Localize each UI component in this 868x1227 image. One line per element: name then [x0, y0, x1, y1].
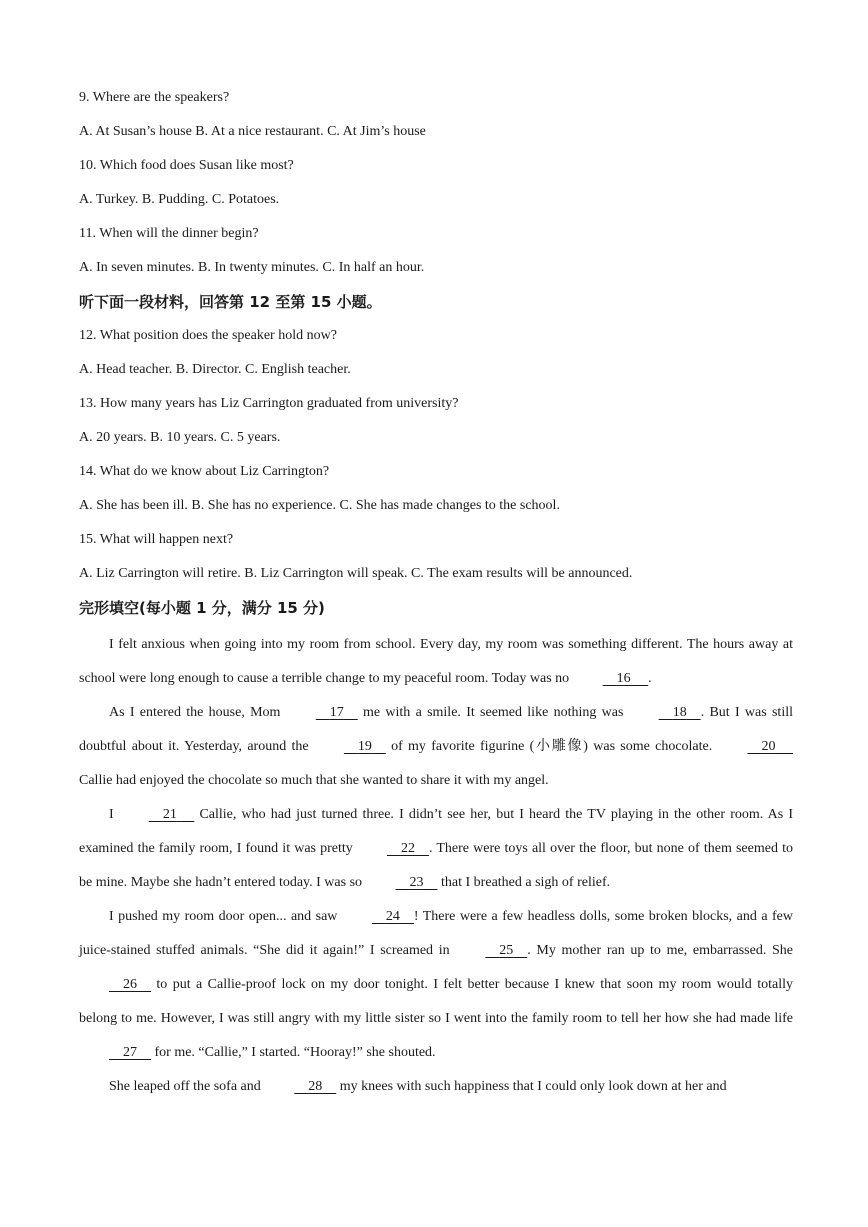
blank-number: 25 [499, 943, 514, 958]
question-14: 14. What do we know about Liz Carrington? [79, 464, 330, 479]
blank-27 [79, 1036, 151, 1070]
blank-number: 26 [123, 977, 137, 992]
cloze-text: I felt anxious when going into my room from school. Every day, my room was something different. The hours away at school were long enough to cause a terrible change to my peaceful room. Today was no [79, 637, 793, 686]
blank-number: 18 [672, 705, 687, 720]
cloze-text: to put a Callie-proof lock on my door tonight. I felt better because I knew that soon my room would totally belong to me. However, I was still angry with my little sister so I went into the family room to tell her how she had made life [79, 977, 793, 1026]
question-11: 11. When will the dinner begin? [79, 226, 259, 241]
cloze-text: She leaped off the sofa and [109, 1079, 265, 1094]
question-13: 13. How many years has Liz Carrington graduated from university? [79, 396, 459, 411]
options-14: A. She has been ill. B. She has no experience. C. She has made changes to the school. [79, 498, 560, 513]
cloze-text: I pushed my room door open... and saw [109, 909, 342, 924]
blank-26 [79, 968, 151, 1002]
blank-number: 28 [308, 1079, 323, 1094]
cloze-text: Callie had enjoyed the chocolate so much that she wanted to share it with my angel. [79, 773, 549, 788]
cloze-text: I [109, 807, 119, 822]
cloze-text: that I breathed a sigh of relief. [437, 875, 611, 890]
blank-17 [286, 696, 358, 730]
question-12: 12. What position does the speaker hold now? [79, 328, 337, 343]
cloze-text: for me. “Callie,” I started. “Hooray!” she shouted. [151, 1045, 436, 1060]
cloze-text: of my favorite figurine (小雕像) was some chocolate. [385, 739, 718, 754]
cloze-paragraph-4 [79, 900, 793, 1070]
blank-number: 27 [123, 1045, 137, 1060]
blank-number: 24 [385, 909, 400, 924]
blank-number: 22 [400, 841, 415, 856]
blank-25 [455, 934, 527, 968]
options-11: A. In seven minutes. B. In twenty minutes. C. In half an hour. [79, 260, 425, 275]
cloze-text: me with a smile. It seemed like nothing was [357, 705, 629, 720]
cloze-paragraph-5 [79, 1070, 793, 1104]
blank-21 [119, 798, 195, 832]
options-13: A. 20 years. B. 10 years. C. 5 years. [79, 430, 281, 445]
cloze-text: Callie, who had just turned three. I didn’t see her, but I heard the TV playing in the other room. As I examined the family room, I found it was pretty [79, 807, 793, 856]
blank-24 [342, 900, 414, 934]
cloze-text: . My mother ran up to me, embarrassed. She [527, 943, 793, 958]
cloze-paragraph-1 [79, 628, 793, 696]
blank-number: 23 [409, 875, 424, 890]
options-9: A. At Susan’s house B. At a nice restaurant. C. At Jim’s house [79, 124, 426, 139]
cloze-text: my knees with such happiness that I could only look down at her and [336, 1079, 727, 1094]
blank-20 [718, 730, 794, 764]
cloze-text: . [648, 671, 652, 686]
cloze-text: ! There were a few headless dolls, some broken blocks, and a few juice-stained stuffed animals. “She did it again!” I screamed in [79, 909, 793, 958]
cloze-text: . There were toys all over the floor, but none of them seemed to be mine. Maybe she hadn’t entered today. I was so [79, 841, 793, 890]
blank-number: 21 [162, 807, 177, 822]
cloze-paragraph-2 [79, 696, 793, 798]
cloze-paragraph-3 [79, 798, 793, 900]
blank-number: 19 [357, 739, 372, 754]
blank-number: 17 [329, 705, 344, 720]
section-cloze-heading: 完形填空(每小题 1 分，满分 15 分) [79, 599, 325, 617]
document-page [79, 84, 793, 1104]
section-listen-heading: 听下面一段材料，回答第 12 至第 15 小题。 [79, 293, 382, 311]
blank-18 [629, 696, 701, 730]
blank-22 [357, 832, 429, 866]
blank-number: 16 [616, 671, 631, 686]
options-15: A. Liz Carrington will retire. B. Liz Carrington will speak. C. The exam results will be announced. [79, 566, 633, 581]
options-12: A. Head teacher. B. Director. C. English teacher. [79, 362, 351, 377]
options-10: A. Turkey. B. Pudding. C. Potatoes. [79, 192, 280, 207]
cloze-text: . But I was still doubtful about it. Yesterday, around the [79, 705, 793, 754]
blank-number: 20 [761, 739, 776, 754]
question-9: 9. Where are the speakers? [79, 90, 230, 105]
question-15: 15. What will happen next? [79, 532, 234, 547]
blank-19 [314, 730, 386, 764]
blank-16 [573, 662, 649, 696]
question-10: 10. Which food does Susan like most? [79, 158, 294, 173]
blank-28 [264, 1070, 336, 1104]
blank-23 [366, 866, 438, 900]
cloze-text: As I entered the house, Mom [109, 705, 286, 720]
